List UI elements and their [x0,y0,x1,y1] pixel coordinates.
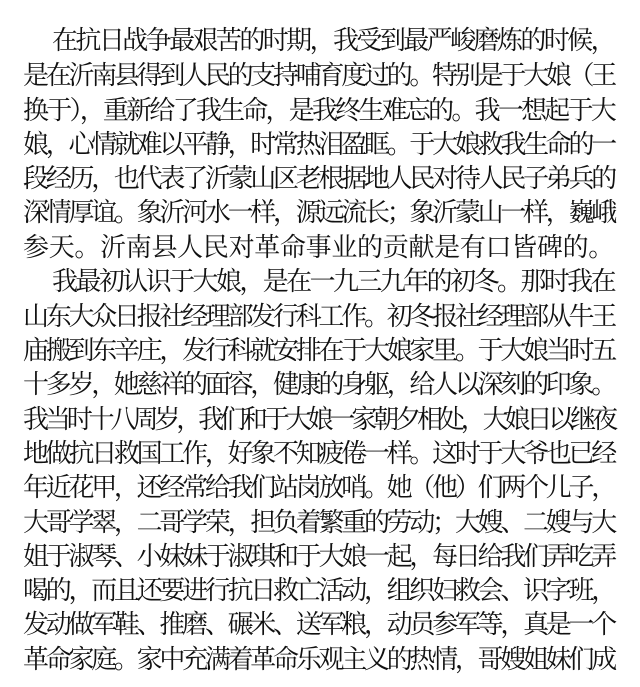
text-line: 段经历，也代表了沂蒙山区老根据地人民对待人民子弟兵的 [23,164,615,194]
text-line: 发动做军鞋、推磨、碾米、送军粮，动员参军等，真是一个 [23,610,615,640]
text-line: 大哥学翠，二哥学荣，担负着繁重的劳动；大嫂、二嫂与大 [23,508,615,538]
text-line: 山东大众日报社经理部发行科工作。初冬报社经理部从牛王 [23,302,615,332]
text-line: 喝的，而且还要进行抗日救亡活动，组织妇救会、识字班， [23,576,615,606]
text-line: 十多岁，她慈祥的面容，健康的身躯，给人以深刻的印象。 [23,370,615,400]
text-line: 是在沂南县得到人民的支持哺育度过的。特别是于大娘（王 [23,61,615,91]
text-line: 参天。沂南县人民对革命事业的贡献是有口皆碑的。 [23,233,615,263]
text-line: 庙搬到东辛庄，发行科就安排在于大娘家里。于大娘当时五 [23,336,615,366]
text-line: 娘，心情就难以平静，时常热泪盈眶。于大娘救我生命的一 [23,130,615,160]
text-line: 姐于淑琴、小妹妹于淑琪和于大娘一起，每日给我们弄吃弄 [23,542,615,572]
text-line: 地做抗日救国工作，好象不知疲倦一样。这时于大爷也已经 [23,439,615,469]
text-line: 革命家庭。家中充满着革命乐观主义的热情，哥嫂姐妹们成 [23,645,615,675]
text-line: 换于），重新给了我生命，是我终生难忘的。我一想起于大 [23,96,615,126]
text-line: 我当时十八周岁，我们和于大娘一家朝夕相处，大娘日以继夜 [23,405,615,435]
text-line: 深情厚谊。象沂河水一样，源远流长；象沂蒙山一样，巍峨 [23,198,615,228]
text-line: 我最初认识于大娘，是在一九三九年的初冬。那时我在 [52,267,615,297]
text-line: 在抗日战争最艰苦的时期，我受到最严峻磨炼的时候， [52,26,615,56]
text-line: 年近花甲，还经常给我们站岗放哨。她（他）们两个儿子， [23,473,615,503]
